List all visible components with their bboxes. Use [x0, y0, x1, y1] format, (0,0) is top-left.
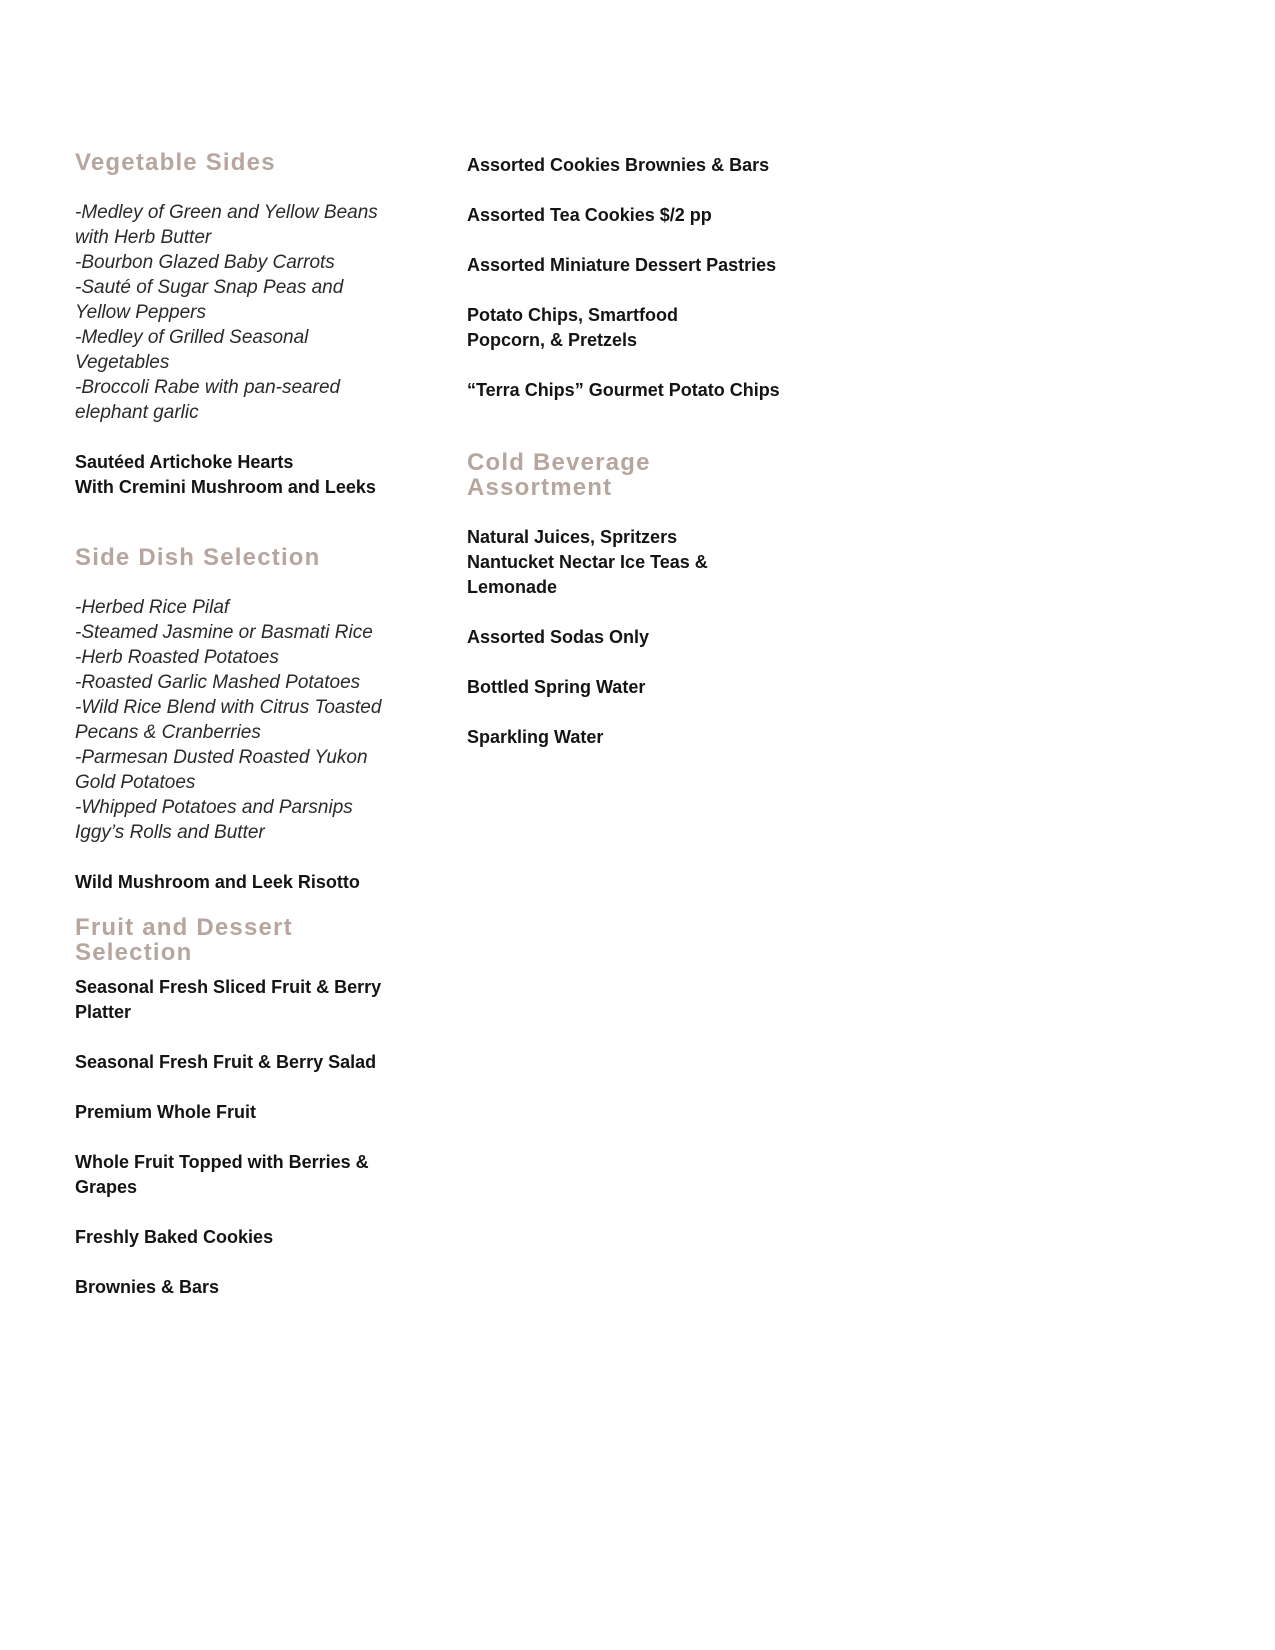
side-dish-line: -Wild Rice Blend with Citrus Toasted — [75, 697, 382, 718]
juices-line: Nantucket Nectar Ice Teas & — [467, 552, 708, 572]
vegetable-sides-line: with Herb Butter — [75, 227, 212, 248]
fruit-platter-line: Seasonal Fresh Sliced Fruit & Berry — [75, 977, 382, 997]
side-dish-line: Pecans & Cranberries — [75, 722, 261, 743]
cold-beverage-heading — [467, 450, 867, 500]
side-dish-line: Iggy’s Rolls and Butter — [75, 822, 265, 843]
juices-item — [467, 525, 867, 600]
juices-line: Natural Juices, Spritzers — [467, 527, 678, 547]
vegetable-sides-line: -Sauté of Sugar Snap Peas and — [75, 277, 344, 298]
side-dish-heading: Side Dish Selection — [75, 544, 321, 571]
vegetable-sides-line: Yellow Peppers — [75, 302, 206, 323]
topped-fruit-line: Whole Fruit Topped with Berries & — [75, 1152, 369, 1172]
fruit-dessert-heading — [75, 915, 435, 965]
side-dish-line: -Steamed Jasmine or Basmati Rice — [75, 622, 373, 643]
left-column — [75, 150, 435, 1300]
vegetable-sides-line: elephant garlic — [75, 402, 199, 423]
sparkling-water-item: Sparkling Water — [467, 727, 604, 747]
side-dish-line: -Roasted Garlic Mashed Potatoes — [75, 672, 361, 693]
vegetable-sides-line: -Broccoli Rabe with pan-seared — [75, 377, 341, 398]
side-dish-line: -Herbed Rice Pilaf — [75, 597, 230, 618]
artichoke-line: With Cremini Mushroom and Leeks — [75, 477, 376, 497]
baked-cookies-item: Freshly Baked Cookies — [75, 1227, 274, 1247]
vegetable-sides-heading: Vegetable Sides — [75, 149, 276, 176]
mini-pastries-item: Assorted Miniature Dessert Pastries — [467, 255, 777, 275]
cold-beverage-heading-line: Assortment — [467, 474, 613, 501]
fruit-platter-line: Platter — [75, 1002, 132, 1022]
chips-line: Potato Chips, Smartfood — [467, 305, 678, 325]
cookies-brownies-bars-item: Assorted Cookies Brownies & Bars — [467, 155, 770, 175]
whole-fruit-item: Premium Whole Fruit — [75, 1102, 257, 1122]
vegetable-sides-line: -Medley of Green and Yellow Beans — [75, 202, 378, 223]
brownies-item: Brownies & Bars — [75, 1277, 220, 1297]
side-dish-list — [75, 595, 435, 845]
vegetable-sides-line: -Bourbon Glazed Baby Carrots — [75, 252, 335, 273]
chips-line: Popcorn, & Pretzels — [467, 330, 638, 350]
vegetable-sides-line: -Medley of Grilled Seasonal — [75, 327, 309, 348]
vegetable-sides-line: Vegetables — [75, 352, 170, 373]
right-column — [467, 153, 867, 750]
fruit-dessert-heading-line: Selection — [75, 939, 193, 966]
fruit-salad-item: Seasonal Fresh Fruit & Berry Salad — [75, 1052, 377, 1072]
fruit-platter-item — [75, 975, 435, 1025]
side-dish-line: -Whipped Potatoes and Parsnips — [75, 797, 353, 818]
spring-water-item: Bottled Spring Water — [467, 677, 646, 697]
side-dish-line: Gold Potatoes — [75, 772, 196, 793]
terra-chips-item: “Terra Chips” Gourmet Potato Chips — [467, 380, 780, 400]
topped-fruit-item — [75, 1150, 435, 1200]
sodas-item: Assorted Sodas Only — [467, 627, 650, 647]
side-dish-line: -Parmesan Dusted Roasted Yukon — [75, 747, 368, 768]
chips-item — [467, 303, 867, 353]
artichoke-item — [75, 450, 435, 500]
fruit-dessert-heading-line: Fruit and Dessert — [75, 914, 293, 941]
cold-beverage-heading-line: Cold Beverage — [467, 449, 651, 476]
juices-line: Lemonade — [467, 577, 558, 597]
tea-cookies-item: Assorted Tea Cookies $/2 pp — [467, 205, 712, 225]
artichoke-line: Sautéed Artichoke Hearts — [75, 452, 294, 472]
topped-fruit-line: Grapes — [75, 1177, 138, 1197]
vegetable-sides-list — [75, 200, 435, 425]
side-dish-line: -Herb Roasted Potatoes — [75, 647, 279, 668]
risotto-item: Wild Mushroom and Leek Risotto — [75, 872, 360, 892]
